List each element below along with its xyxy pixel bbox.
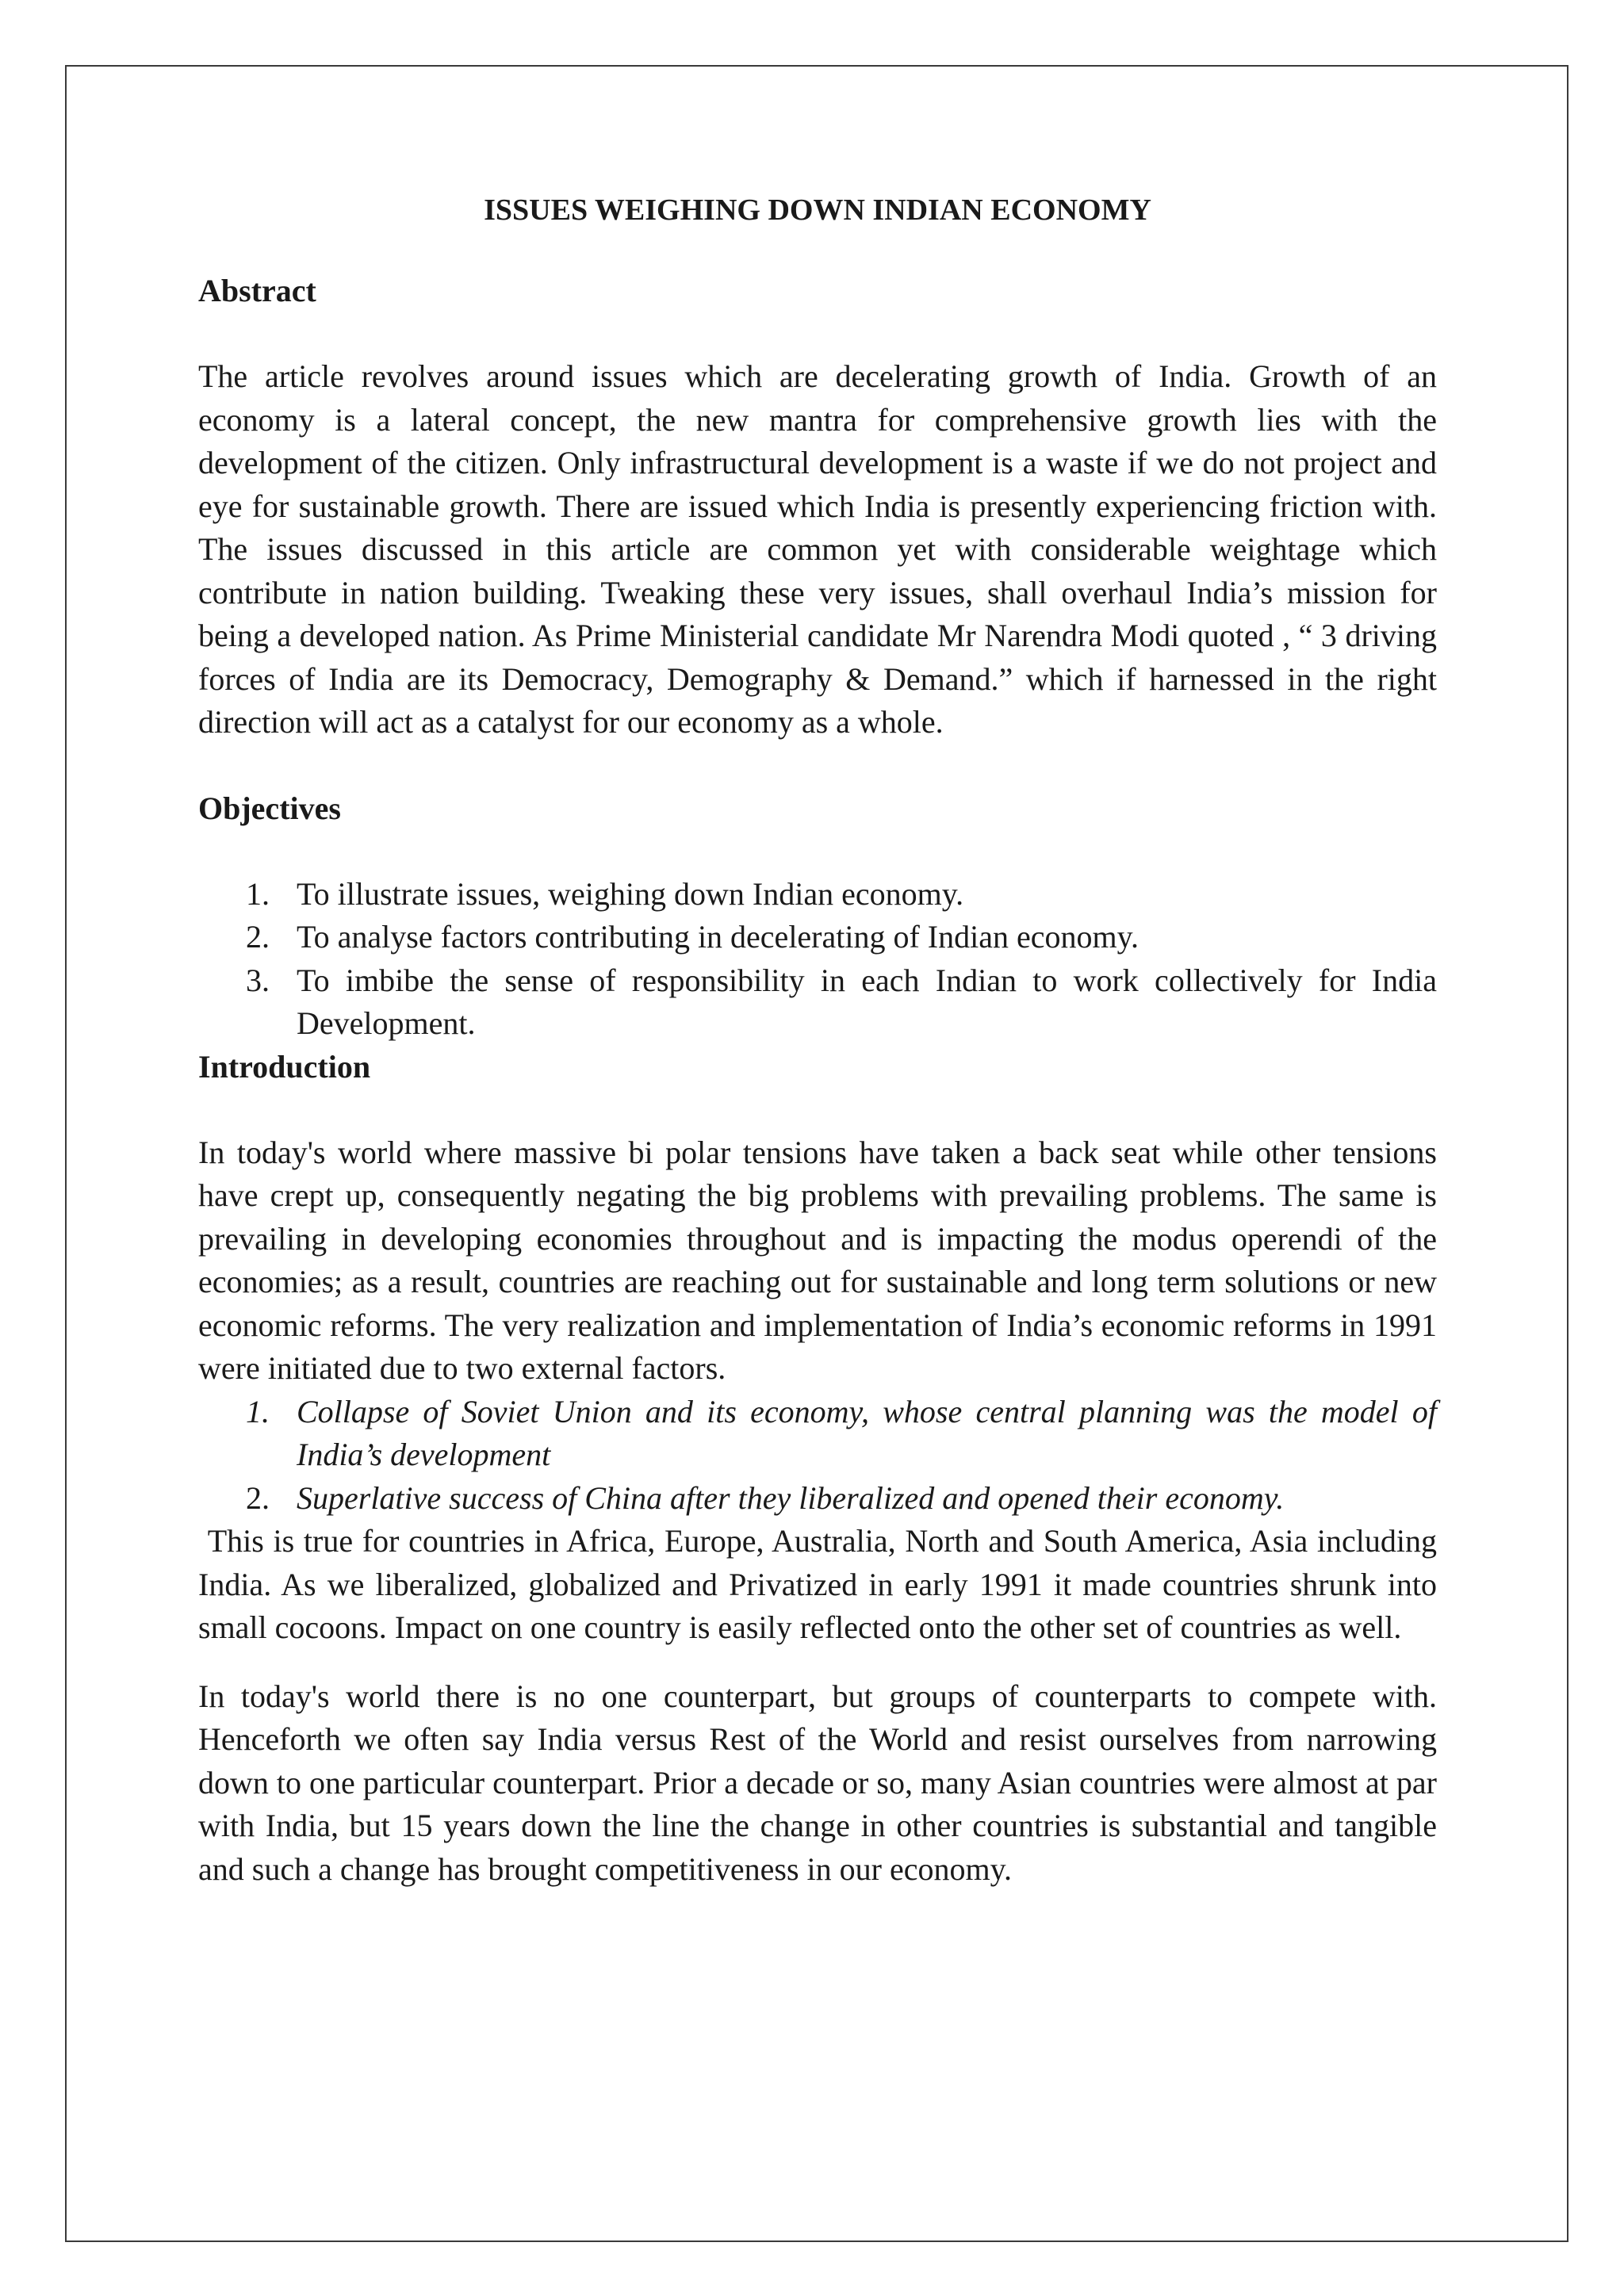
list-item-text: To illustrate issues, weighing down Indian economy. [297, 875, 964, 912]
list-item-text: To imbibe the sense of responsibility in each Indian to work collectively for India Development. [297, 962, 1437, 1041]
introduction-paragraph-3: In today's world there is no one counterpart, but groups of counterparts to compete with. Henceforth we often say India versus Rest of the World and resist ourselves from narrowing down to one particular counterpart. Prior a decade or so, many Asian countries were almost at par with India, but 15 years down the line the change in other countries is substantial and tangible and such a change has brought competitiveness in our economy. [198, 1678, 1437, 1887]
list-number: 1. [246, 1393, 270, 1429]
document-title: ISSUES WEIGHING DOWN INDIAN ECONOMY [484, 193, 1151, 227]
list-item-text: Superlative success of China after they liberalized and opened their economy. [297, 1479, 1285, 1516]
factors-list [198, 1391, 1437, 1521]
list-item [198, 1477, 1437, 1521]
objectives-list [198, 873, 1437, 1046]
introduction-paragraph-2: This is true for countries in Africa, Europe, Australia, North and South America, Asia including India. As we liberalized, globalized and Privatized in early 1991 it made countries shrunk into small cocoons. Impact on one country is easily reflected onto the other set of countries as well. [198, 1523, 1445, 1645]
abstract-text: The article revolves around issues which are decelerating growth of India. Growth of an economy is a lateral concept, the new mantra for comprehensive growth lies with the development of the citizen. Only infrastructural development is a waste if we do not project and eye for sustainable growth. There are issued which India is presently experiencing friction with. The issues discussed in this article are common yet with considerable weightage which contribute in nation building. Tweaking these very issues, shall overhaul India’s mission for being a developed nation. As Prime Ministerial candidate Mr Narendra Modi quoted , “ 3 driving forces of India are its Democracy, Demography & Demand.” which if harnessed in the right direction will act as a catalyst for our economy as a whole. [198, 358, 1437, 740]
objectives-heading: Objectives [198, 790, 341, 826]
abstract-heading: Abstract [198, 273, 316, 308]
introduction-paragraph-1: In today's world where massive bi polar tensions have taken a back seat while other tensions have crept up, consequently negating the big problems with prevailing problems. The same is prevailing in developing economies throughout and is impacting the modus operendi of the economies; as a result, countries are reaching out for sustainable and long term solutions or new economic reforms. The very realization and implementation of India’s economic reforms in 1991 were initiated due to two external factors. [198, 1134, 1437, 1386]
document-body [198, 189, 1445, 1891]
list-number: 3. [246, 962, 270, 998]
list-item [198, 1391, 1437, 1477]
introduction-heading: Introduction [198, 1048, 371, 1085]
list-item [198, 873, 1437, 916]
list-number: 2. [246, 1479, 270, 1516]
list-item-text: To analyse factors contributing in decelerating of Indian economy. [297, 919, 1139, 955]
list-number: 1. [246, 875, 270, 912]
list-item [198, 959, 1437, 1046]
list-number: 2. [246, 919, 270, 955]
list-item [198, 916, 1437, 959]
list-item-text: Collapse of Soviet Union and its economy, whose central planning was the model of India’s development [297, 1393, 1437, 1472]
